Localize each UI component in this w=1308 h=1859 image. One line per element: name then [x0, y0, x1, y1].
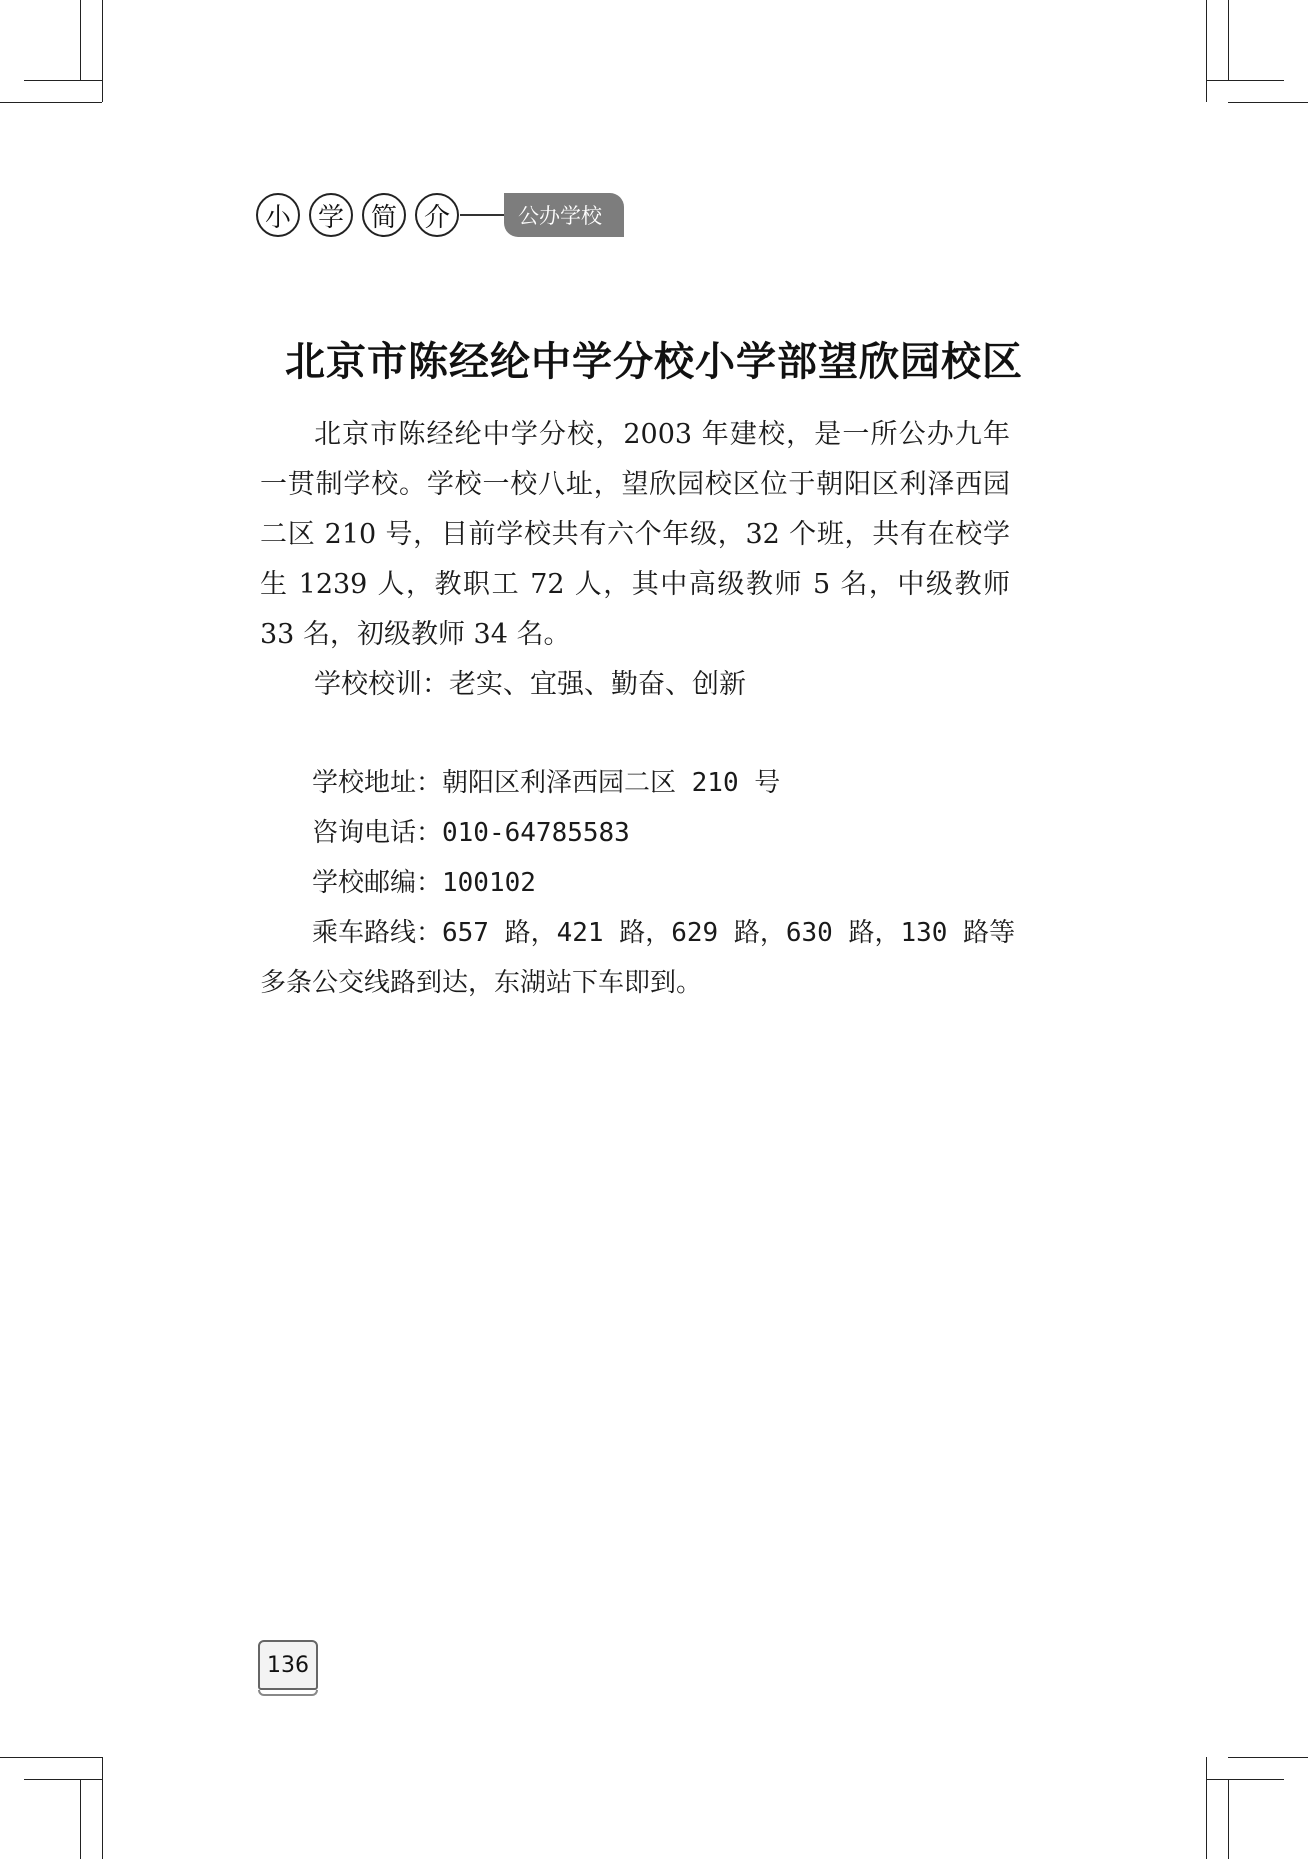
section-char: 小: [256, 193, 300, 237]
crop-mark: [0, 1757, 102, 1758]
crop-mark: [1206, 80, 1284, 81]
section-char: 简: [362, 193, 406, 237]
contact-info: [260, 758, 1020, 1008]
crop-mark: [1228, 1779, 1229, 1859]
page-number: 136: [258, 1640, 318, 1690]
page-title: 北京市陈经纶中学分校小学部望欣园校区: [285, 339, 1023, 385]
phone-line: 咨询电话：010-64785583: [312, 818, 630, 848]
crop-mark: [1206, 0, 1207, 102]
address-line: 学校地址：朝阳区利泽西园二区 210 号: [312, 768, 781, 798]
crop-mark: [102, 1757, 103, 1859]
crop-mark: [0, 102, 102, 103]
intro-paragraph: 北京市陈经纶中学分校，2003 年建校，是一所公办九年一贯制学校。学校一校八址，望欣园校区位于朝阳区利泽西园二区 210 号，目前学校共有六个年级，32 个班，共有在校学生 1239 人，教职工 72 人，其中高级教师 5 名，中级教师 33 名，初级教师 34 名。: [260, 419, 1010, 650]
postcode-line: 学校邮编：100102: [312, 868, 536, 898]
crop-mark: [102, 0, 103, 102]
crop-mark: [1228, 102, 1308, 103]
section-header: [256, 192, 624, 238]
crop-mark: [1206, 1779, 1284, 1780]
crop-mark: [1228, 0, 1229, 80]
school-motto: 学校校训：老实、宜强、勤奋、创新: [314, 669, 746, 700]
section-char: 学: [309, 193, 353, 237]
crop-mark: [1228, 1757, 1308, 1758]
bus-route-line: 乘车路线：657 路，421 路，629 路，630 路，130 路等多条公交线路到达，东湖站下车即到。: [260, 918, 1016, 998]
crop-mark: [1206, 1757, 1207, 1859]
section-char: 介: [415, 193, 459, 237]
intro-section: [260, 410, 1010, 710]
category-badge: 公办学校: [504, 193, 624, 237]
header-connector: [460, 214, 504, 216]
crop-mark: [80, 1779, 81, 1859]
crop-mark: [80, 0, 81, 80]
crop-mark: [24, 1779, 102, 1780]
crop-mark: [24, 80, 102, 81]
